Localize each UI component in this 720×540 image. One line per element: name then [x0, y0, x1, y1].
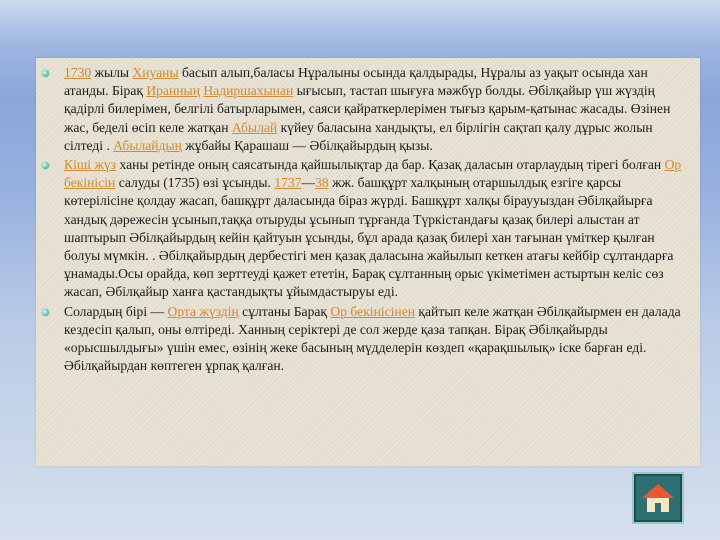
link-kishi-zhuz[interactable]: Кіші жүз	[64, 157, 117, 173]
bullet-item	[64, 156, 692, 302]
text-span: жылы	[91, 65, 133, 80]
text-span: күйеу баласына хандықты, ел бірлігін сақтап қалу дұрыс жолын сілтеді .	[64, 119, 653, 153]
link-1737[interactable]: 1737	[274, 175, 302, 191]
text-span: жж. башқұрт халқының отаршылдық езгіге қарсы көтерілісіне қолдау жасап, башқұрт даласында біраз жүрді. Башқұрт халқы біраууыздан Әбілқайырға хандық дәрежесін ұсынып,таққа отыруды ұсынып тұрғанда Түркістандағы қазақ билері алыстан ат шаптырып Әбілқайырдың кейін қайтуын ұсынды, бұл арада қазақ билері хан тағынан үміткер қылған болуы мүмкін. . Әбілқайырдың дербестігі мен қазақ даласына жайылып кеткен атағы кейбір сұлтандарға ұнамады.Осы орайда, көп зерттеуді қажет ететін, Барақ сұлтанның орыс үкіметімен астыртын келіс сөз жасап, Әбілқайыр ханға қастандықты ұйымдастыруы еді.	[64, 175, 674, 300]
text-span: салуды (1735) өзі ұсынды.	[115, 175, 275, 191]
bullet-text	[64, 157, 681, 299]
house-icon	[640, 482, 676, 514]
text-span: ығысып, тастап шығуға мәжбүр болды. Әбілқайыр үш жүздің қадірлі билерімен, белгілі батырларымен, саяси қайраткерлерімен тығыз қарым-қатынас жасады. Өзінен жас, беделі өсіп келе жатқан	[64, 83, 671, 135]
bullet-item	[64, 303, 692, 376]
link-nadir-shah[interactable]: Надиршахынан	[203, 83, 294, 99]
bullet-list	[36, 58, 700, 375]
text-span: қайтып келе жатқан Әбілқайырмен ен далада кездесіп қалып, оны өлтіреді. Ханның серіктері де сол жерде қаза тапқан. Бірақ Әбілқайырды «орысшылдығы» үшін емес, өзінің жеке басының мүдделерін көздеп «қарақшылық» іске барған еді. Әбілқайырдан көптеген ұрпақ қалған.	[64, 303, 681, 374]
bullet-text	[64, 65, 670, 153]
link-abylai-genitive[interactable]: Абылайдың	[113, 137, 182, 153]
text-span: сұлтаны Барақ	[238, 303, 331, 319]
link-khiva[interactable]: Хиуаны	[132, 65, 179, 80]
text-panel	[36, 58, 700, 466]
link-or-fortress-ablative[interactable]: Ор бекінісінен	[330, 303, 416, 319]
bullet-text	[64, 304, 681, 374]
home-button[interactable]	[632, 472, 684, 524]
bullet-icon	[42, 162, 49, 169]
bullet-item	[64, 64, 692, 155]
link-1730[interactable]: 1730	[64, 65, 92, 80]
bullet-icon	[42, 309, 49, 316]
link-iran[interactable]: Иранның	[146, 83, 200, 99]
text-span: Солардың бірі —	[64, 303, 168, 319]
text-span: басып алып,баласы Нұралыны осында қалдырады, Нұралы аз уақыт осында хан атанды. Бірақ	[64, 65, 648, 99]
bullet-icon	[42, 70, 49, 77]
text-span: жұбайы Қарашаш — Әбілқайырдың қызы.	[181, 137, 433, 153]
link-orta-zhuz[interactable]: Орта жүздің	[167, 303, 239, 319]
link-or-fortress[interactable]: Ор бекінісін	[64, 157, 682, 191]
text-span: —	[301, 175, 316, 191]
link-abylai[interactable]: Абылай	[231, 119, 278, 135]
link-38[interactable]: 38	[315, 175, 329, 191]
text-span: ханы ретінде оның саясатында қайшылықтар да бар. Қазақ даласын отарлаудың тірегі болған	[116, 157, 665, 173]
